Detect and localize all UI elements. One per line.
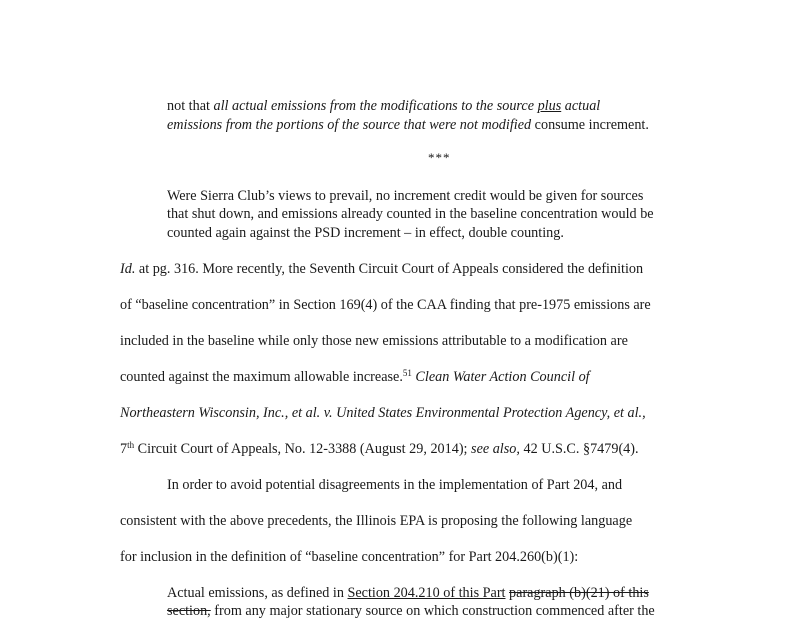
- inserted-text: Section 204.210 of this Part: [347, 585, 506, 601]
- quote-text: from any major stationary source on which construction commenced after the: [210, 603, 655, 619]
- quote-line: counted again against the PSD increment – in effect, double counting.: [167, 225, 564, 241]
- quote-line: that shut down, and emissions already counted in the baseline concentration would be: [167, 206, 654, 222]
- body-text: Circuit Court of Appeals, No. 12-3388 (August 29, 2014);: [134, 441, 472, 457]
- citation-id: Id.: [120, 261, 136, 277]
- quote-line: [167, 602, 655, 620]
- section-separator: ***: [428, 150, 451, 165]
- case-citation: Clean Water Action Council of: [411, 369, 590, 385]
- quote-emphasis-plus: plus: [537, 98, 562, 114]
- body-line: In order to avoid potential disagreements in the implementation of Part 204, and: [167, 477, 623, 493]
- quote-line: [167, 584, 649, 602]
- body-line: consistent with the above precedents, the Illinois EPA is proposing the following language: [120, 513, 633, 529]
- body-text: counted against the maximum allowable increase.: [120, 369, 403, 385]
- quote-line: Were Sierra Club’s views to prevail, no increment credit would be given for sources: [167, 188, 644, 204]
- body-line: included in the baseline while only those new emissions attributable to a modification are: [120, 333, 628, 349]
- body-line: for inclusion in the definition of “baseline concentration” for Part 204.260(b)(1):: [120, 549, 579, 565]
- signal-see-also: see also,: [471, 441, 520, 457]
- quote-text: consume increment.: [531, 117, 649, 133]
- body-text: 42 U.S.C. §7479(4).: [519, 441, 639, 457]
- deleted-text: paragraph (b)(21) of this: [509, 585, 649, 601]
- footnote-ref: 51: [402, 368, 412, 378]
- quote-line: [167, 97, 600, 115]
- quote-italic-text: emissions from the portions of the source that were not modified: [167, 117, 532, 133]
- body-line: [120, 440, 639, 458]
- body-line: of “baseline concentration” in Section 169(4) of the CAA finding that pre-1975 emissions are: [120, 297, 651, 313]
- quote-italic-text: actual: [561, 98, 601, 114]
- deleted-text: section,: [167, 603, 211, 619]
- body-text: at pg. 316. More recently, the Seventh Circuit Court of Appeals considered the definition: [135, 261, 644, 277]
- quote-text: Actual emissions, as defined in: [167, 585, 348, 601]
- quote-text: not that: [167, 98, 214, 114]
- quote-italic-text: all actual emissions from the modifications to the source: [213, 98, 538, 114]
- body-text: 7: [120, 441, 128, 457]
- case-citation: Northeastern Wisconsin, Inc., et al. v. United States Environmental Protection Agency, et al.,: [120, 405, 646, 421]
- body-line: [120, 368, 590, 386]
- body-line: [120, 260, 643, 278]
- body-line: [120, 404, 646, 422]
- quote-line: [167, 116, 649, 134]
- ordinal-suffix: th: [127, 440, 135, 450]
